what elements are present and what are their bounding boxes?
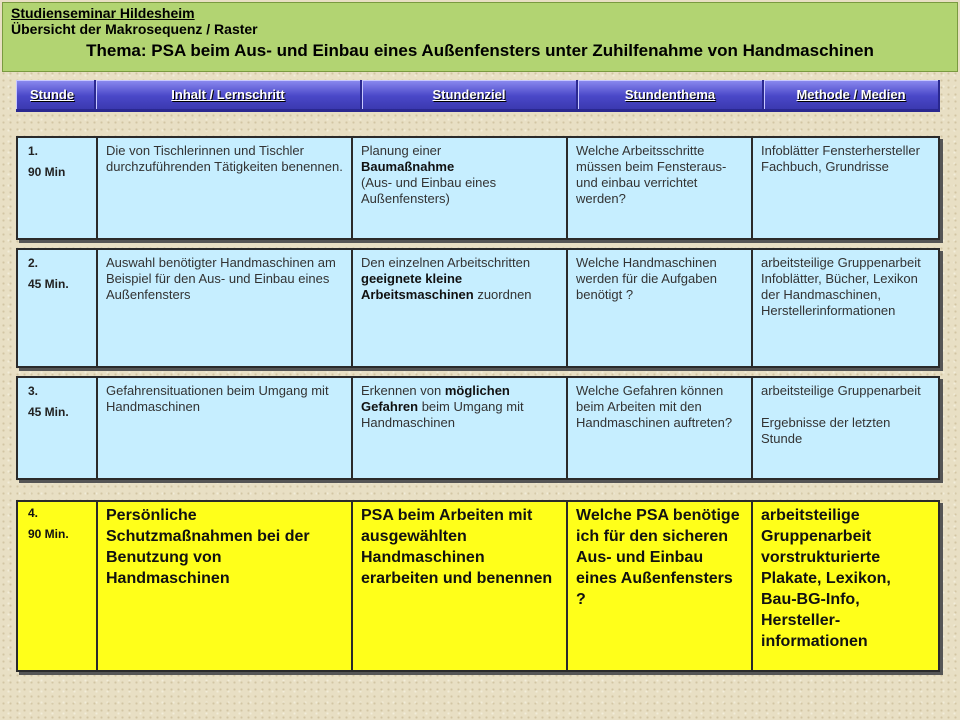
- inhalt-cell: Die von Tischlerinnen und Tischler durchzuführenden Tätigkeiten benennen.: [98, 138, 353, 238]
- stundenthema-cell: Welche PSA benötige ich für den sicheren Aus- und Einbau eines Außenfensters ?: [568, 502, 753, 670]
- page-subtitle: Übersicht der Makrosequenz / Raster: [11, 21, 258, 37]
- inhalt-cell: Auswahl benötigter Handmaschinen am Beispiel für den Aus- und Einbau eines Außenfensters: [98, 250, 353, 366]
- stunde-number: 1.: [28, 144, 39, 158]
- organization-name: Studienseminar Hildesheim: [11, 5, 195, 21]
- page-title: Thema: PSA beim Aus- und Einbau eines Außenfensters unter Zuhilfenahme von Handmaschinen: [86, 41, 874, 60]
- stundenziel-highlight: möglichen Gefahren: [361, 383, 510, 414]
- methode-cell: [753, 378, 938, 478]
- stundenziel-text: beim Umgang mit Handmaschinen: [361, 399, 524, 430]
- inhalt-cell: Gefahrensituationen beim Umgang mit Handmaschinen: [98, 378, 353, 478]
- stunde-cell: [18, 502, 98, 670]
- table-row: [16, 376, 940, 480]
- methode-text: Ergebnisse der letzten Stunde: [761, 415, 891, 446]
- methode-text: arbeitsteilige Gruppenarbeit: [761, 383, 921, 398]
- column-header-stundenziel: Stundenziel: [362, 80, 578, 112]
- stundenziel-highlight: Baumaßnahme: [361, 159, 455, 174]
- stunde-duration: 45 Min.: [28, 405, 69, 419]
- column-header-inhalt: Inhalt / Lernschritt: [96, 80, 362, 112]
- stundenthema-cell: Welche Arbeitsschritte müssen beim Fensteraus- und einbau verrichtet werden?: [568, 138, 753, 238]
- stunde-number: 4.: [28, 506, 39, 520]
- table-row: [16, 248, 940, 368]
- stundenziel-cell: [353, 378, 568, 478]
- table-row: [16, 136, 940, 240]
- column-headers: [16, 80, 940, 112]
- column-header-methode: Methode / Medien: [764, 80, 940, 112]
- stundenziel-text: Planung einer: [361, 143, 442, 158]
- stundenthema-cell: Welche Gefahren können beim Arbeiten mit den Handmaschinen auftreten?: [568, 378, 753, 478]
- stundenziel-cell: PSA beim Arbeiten mit ausgewählten Handmaschinen erarbeiten und benennen: [353, 502, 568, 670]
- methode-cell: arbeitsteilige Gruppenarbeit Infoblätter, Bücher, Lexikon der Handmaschinen, Herstellerinformationen: [761, 255, 921, 318]
- column-header-stundenthema: Stundenthema: [578, 80, 764, 112]
- column-header-stunde: Stunde: [16, 80, 96, 112]
- stunde-duration: 45 Min.: [28, 277, 69, 291]
- methode-cell: arbeitsteilige Gruppenarbeit vorstrukturierte Plakate, Lexikon, Bau-BG-Info, Hersteller-informationen: [761, 507, 891, 650]
- stunde-cell: [18, 138, 98, 238]
- page-header: [2, 2, 958, 72]
- stundenziel-cell: [353, 138, 568, 238]
- methode-cell: Infoblätter Fensterhersteller Fachbuch, Grundrisse: [761, 143, 920, 174]
- stunde-duration: 90 Min: [28, 165, 66, 179]
- table-row: [16, 500, 940, 672]
- stundenziel-highlight: geeignete kleine Arbeitsmaschinen: [361, 271, 474, 302]
- stundenziel-text: zuordnen: [477, 287, 532, 302]
- stunde-number: 3.: [28, 384, 39, 398]
- stundenthema-cell: Welche Handmaschinen werden für die Aufgaben benötigt ?: [568, 250, 753, 366]
- stundenziel-text: Erkennen von: [361, 383, 442, 398]
- inhalt-cell: Persönliche Schutzmaßnahmen bei der Benutzung von Handmaschinen: [98, 502, 353, 670]
- stundenziel-cell: [353, 250, 568, 366]
- stundenziel-text: (Aus- und Einbau eines Außenfensters): [361, 175, 497, 206]
- stunde-number: 2.: [28, 256, 39, 270]
- stunde-duration: 90 Min.: [28, 527, 69, 541]
- stundenziel-text: Den einzelnen Arbeitschritten: [361, 255, 531, 270]
- stunde-cell: [18, 250, 98, 366]
- stunde-cell: [18, 378, 98, 478]
